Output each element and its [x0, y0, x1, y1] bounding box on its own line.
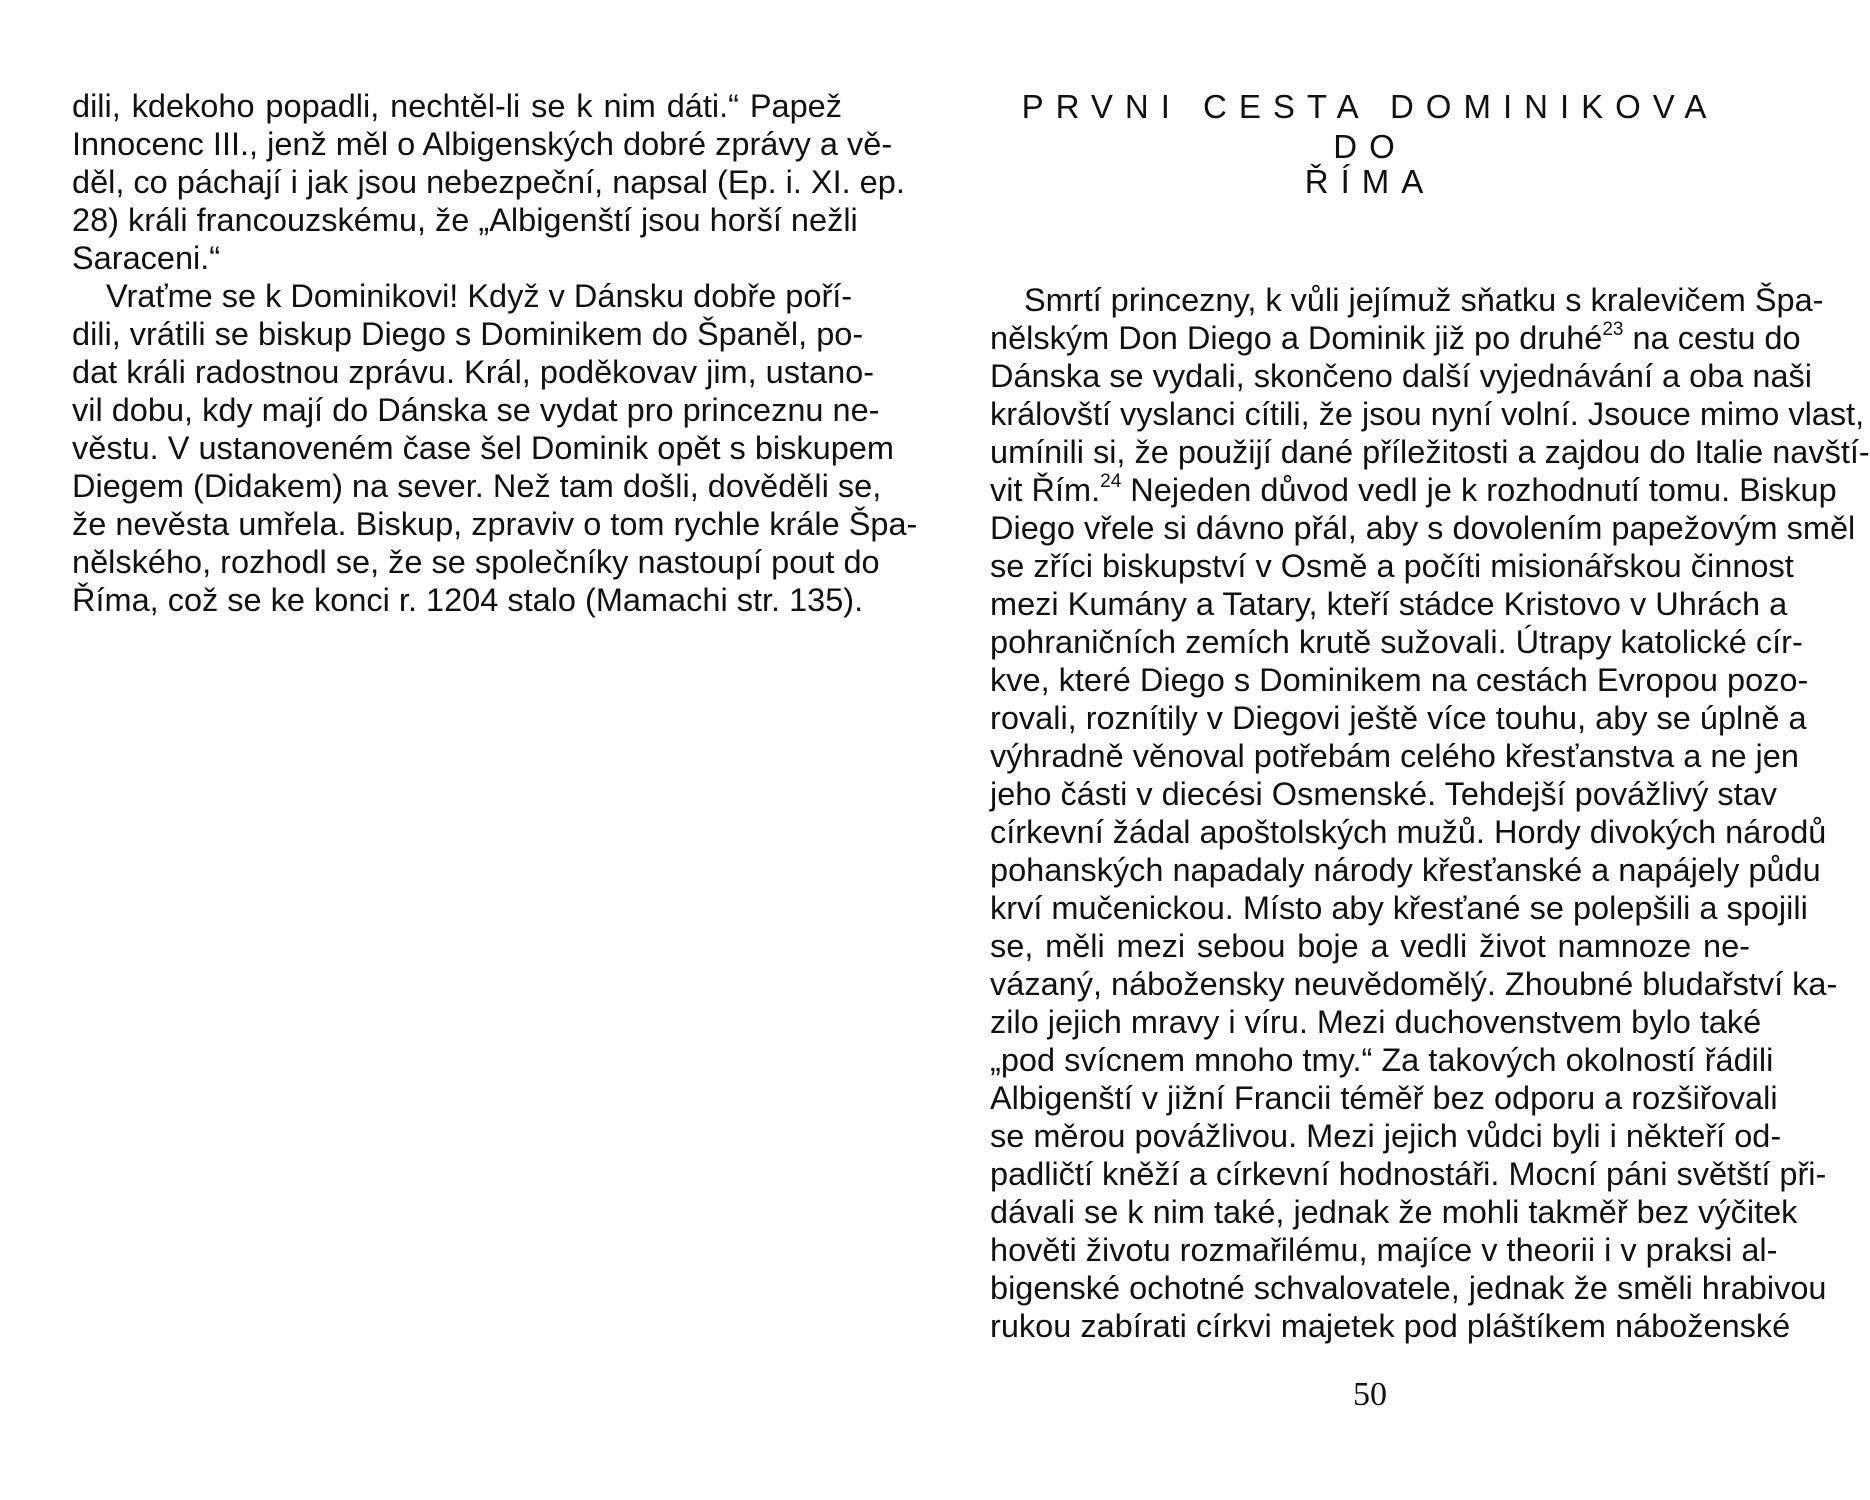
text-line: církevní žádal apoštolských mužů. Hordy divokých národů [990, 814, 1827, 850]
footnote-marker: 23 [1602, 319, 1624, 340]
text-line: Vraťme se k Dominikovi! Když v Dánsku dobře poří- [106, 278, 853, 314]
text-line: vil dobu, kdy mají do Dánska se vydat pro princeznu ne- [72, 392, 880, 428]
text-line-part: vit Řím. [990, 472, 1101, 508]
text-line: Diego vřele si dávno přál, aby s dovolením papežovým směl [990, 510, 1856, 546]
text-line: „pod svícnem mnoho tmy.“ Za takových okolností řádili [990, 1042, 1774, 1078]
page-number: 50 [1353, 1376, 1387, 1413]
text-line: královští vyslanci cítili, že jsou nyní volní. Jsouce mimo vlast, [990, 396, 1865, 432]
text-line: Dánska se vydali, skončeno další vyjednávání a oba naši [990, 358, 1813, 394]
text-line: věstu. V ustanoveném čase šel Dominik opět s biskupem [72, 430, 894, 466]
text-line-part: nělským Don Diego a Dominik již po druhé [990, 320, 1603, 356]
text-line: dat králi radostnou zprávu. Král, poděkovav jim, ustano- [72, 354, 875, 390]
text-line-with-footnote [990, 471, 1837, 509]
text-line: Albigenští v jižní Francii téměř bez odporu a rozšiřovali [990, 1080, 1778, 1116]
footnote-marker: 24 [1100, 471, 1122, 492]
text-line: Innocenc III., jenž měl o Albigenských dobré zprávy a vě- [72, 126, 893, 162]
text-line: rovali, roznítily v Diegovi ještě více touhu, aby se úplně a [990, 700, 1807, 736]
text-line: krví mučenickou. Místo aby křesťané se polepšili a spojili [990, 890, 1808, 926]
text-line: výhradně věnoval potřebám celého křesťanstva a ne jen [990, 738, 1799, 774]
text-line: rukou zabírati církvi majetek pod pláštíkem náboženské [990, 1308, 1791, 1344]
text-line: dili, kdekoho popadli, nechtěl-li se k nim dáti.“ Papež [72, 88, 842, 124]
text-line: nělského, rozhodl se, že se společníky nastoupí pout do [72, 544, 880, 580]
text-line: pohanských napadaly národy křesťanské a napájely půdu [990, 852, 1821, 888]
text-line: dávali se k nim také, jednak že mohli takměř bez výčitek [990, 1194, 1798, 1230]
text-line: vázaný, nábožensky neuvědomělý. Zhoubné bludařství ka- [990, 966, 1838, 1002]
text-line: umínili si, že použijí dané příležitosti a zajdou do Italie navští- [990, 434, 1870, 470]
text-line: mezi Kumány a Tatary, kteří stádce Kristovo v Uhrách a [990, 586, 1788, 622]
text-line: 28) králi francouzskému, že „Albigenští jsou horší nežli [72, 202, 858, 238]
text-line: hověti životu rozmařilému, majíce v theorii i v praksi al- [990, 1232, 1778, 1268]
text-line-part: na cestu do [1623, 320, 1801, 356]
text-line-with-footnote [990, 319, 1801, 357]
text-line: Saraceni.“ [72, 240, 221, 276]
text-line: dili, vrátili se biskup Diego s Dominikem do Španěl, po- [72, 316, 864, 352]
text-line-part: Nejeden důvod vedl je k rozhodnutí tomu. Biskup [1121, 472, 1837, 508]
text-line: že nevěsta umřela. Biskup, zpraviv o tom rychle krále Špa- [72, 506, 918, 542]
text-line: padličtí kněží a církevní hodnostáři. Mocní páni světští při- [990, 1156, 1827, 1192]
text-line: děl, co páchají i jak jsou nebezpeční, napsal (Ep. i. XI. ep. [72, 164, 905, 200]
text-line: Diegem (Didakem) na sever. Než tam došli, dověděli se, [72, 468, 882, 504]
left-page-text [72, 87, 918, 619]
text-line: bigenské ochotné schvalovatele, jednak že směli hrabivou [990, 1270, 1827, 1306]
text-line: zilo jejich mravy i víru. Mezi duchovenstvem bylo také [990, 1004, 1762, 1040]
text-line: Smrtí princezny, k vůli jejímuž sňatku s kralevičem Špa- [1024, 282, 1824, 318]
text-line: kve, které Diego s Dominikem na cestách Evropou pozo- [990, 662, 1809, 698]
text-line: se, měli mezi sebou boje a vedli život namnoze ne- [990, 928, 1750, 964]
text-line: pohraničních zemích krutě sužovali. Útrapy katolické cír- [990, 624, 1803, 660]
text-line: se zříci biskupství v Osmě a počíti misionářskou činnost [990, 548, 1794, 584]
text-line: se měrou povážlivou. Mezi jejich vůdci byli i někteří od- [990, 1118, 1782, 1154]
chapter-title-continued: ŘÍMA [1304, 163, 1436, 200]
text-line: jeho části v diecési Osmenské. Tehdejší povážlivý stav [990, 776, 1777, 812]
right-page-text [990, 281, 1870, 1345]
text-line: Říma, což se ke konci r. 1204 stalo (Mamachi str. 135). [72, 582, 864, 618]
chapter-title: PRVNI CESTA DOMINIKOVA DO [1021, 88, 1719, 165]
